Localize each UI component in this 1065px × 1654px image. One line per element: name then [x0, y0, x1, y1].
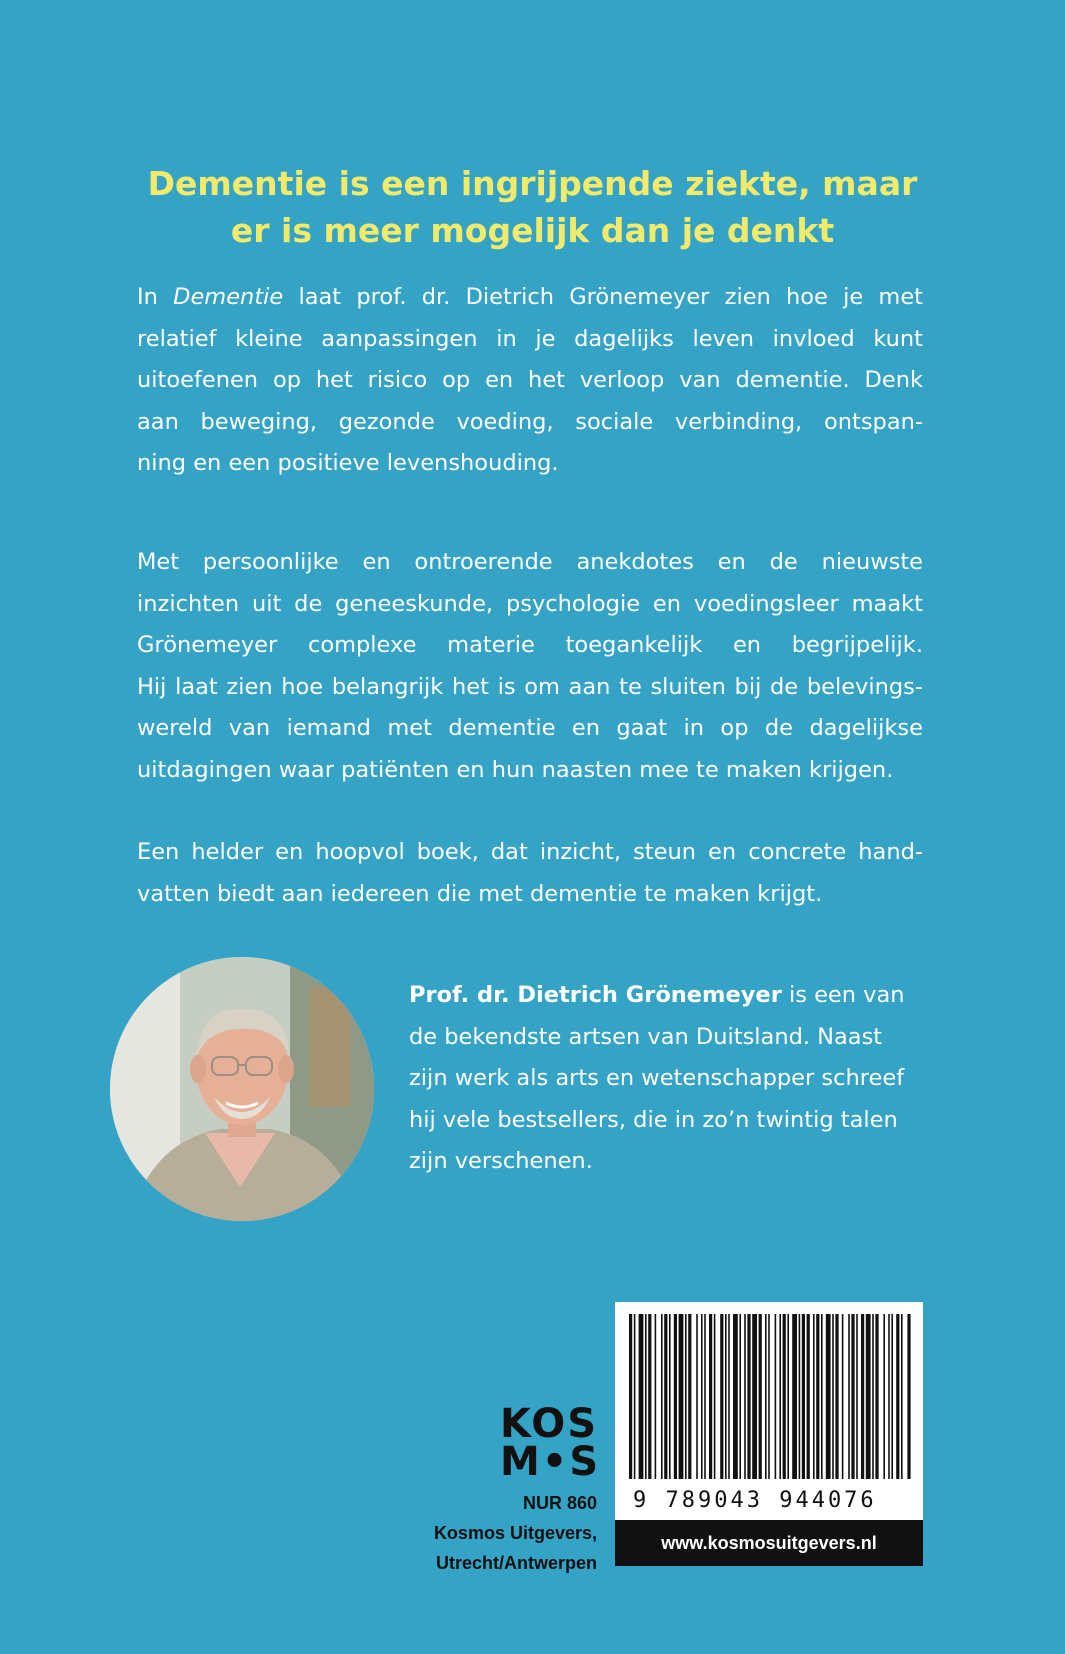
nur-code: NUR 860: [522, 1493, 597, 1513]
headline-line-2: er is meer mogelijk dan je denkt: [230, 211, 835, 250]
paragraph-body: [137, 542, 923, 791]
paragraph-intro-line: ning en een positieve levenshouding.: [137, 450, 559, 476]
publisher-name: Kosmos Uitgevers,: [433, 1523, 597, 1543]
barcode: [615, 1302, 923, 1484]
book-title-italic: Dementie: [173, 284, 284, 310]
paragraph-summary: [137, 832, 923, 915]
paragraph-intro-line: uitoefenen op het risico op en het verloop van dementie. Denk: [137, 367, 923, 393]
kosmos-logo: [500, 1401, 601, 1485]
barcode-digits: 9 789043 944076: [625, 1485, 923, 1517]
paragraph-body-line: uitdagingen waar patiënten en hun naasten mee te maken krijgen.: [137, 756, 894, 783]
paragraph-body-line: Grönemeyer complexe materie toegankelijk en begrijpelijk.: [137, 632, 923, 658]
paragraph-summary-line: Een helder en hoopvol boek, dat inzicht, steun en concrete hand-: [137, 839, 923, 865]
author-bio: [409, 975, 923, 1183]
paragraph-body-line: inzichten uit de geneeskunde, psychologie en voedingsleer maakt: [137, 590, 923, 617]
paragraph-intro-line: relatief kleine aanpassingen in je dagelijks leven invloed kunt: [137, 325, 923, 352]
author-photo: [110, 957, 374, 1221]
headline-line-1: Dementie is een ingrijpende ziekte, maar: [147, 164, 918, 203]
author-name: Prof. dr. Dietrich Grönemeyer: [409, 982, 782, 1008]
paragraph-intro-line: In Dementie laat prof. dr. Dietrich Grönemeyer zien hoe je met: [137, 284, 923, 310]
author-bio-line: de bekendste artsen van Duitsland. Naast: [409, 1023, 883, 1050]
paragraph-body-line: Met persoonlijke en ontroerende anekdotes en de nieuwste: [137, 549, 923, 575]
publisher-url: www.kosmosuitgevers.nl: [615, 1520, 923, 1566]
kosmos-logo-row-2: M•S: [500, 1439, 601, 1485]
author-bio-line: zijn verschenen.: [409, 1148, 593, 1174]
kosmos-logo-row-1: KOS: [500, 1401, 599, 1447]
headline: [0, 160, 1065, 254]
author-bio-line: hij vele bestsellers, die in zo’n twintig talen: [409, 1106, 898, 1133]
publisher-city: Utrecht/Antwerpen: [435, 1553, 597, 1573]
paragraph-body-line: Hij laat zien hoe belangrijk het is om aan te sluiten bij de belevings-: [137, 673, 923, 700]
paragraph-summary-line: vatten biedt aan iedereen die met dementie te maken krijgt.: [137, 880, 823, 907]
author-bio-line: zijn werk als arts en wetenschapper schreef: [409, 1065, 905, 1091]
publisher-info: [400, 1488, 597, 1578]
paragraph-intro-line: aan beweging, gezonde voeding, sociale verbinding, ontspan-: [137, 408, 923, 435]
author-portrait-illustration: [110, 957, 374, 1221]
barcode-bars: [615, 1302, 923, 1484]
paragraph-body-line: wereld van iemand met dementie en gaat in op de dagelijkse: [137, 715, 923, 741]
paragraph-intro: [137, 277, 923, 485]
author-bio-line: Prof. dr. Dietrich Grönemeyer is een van: [409, 982, 905, 1008]
